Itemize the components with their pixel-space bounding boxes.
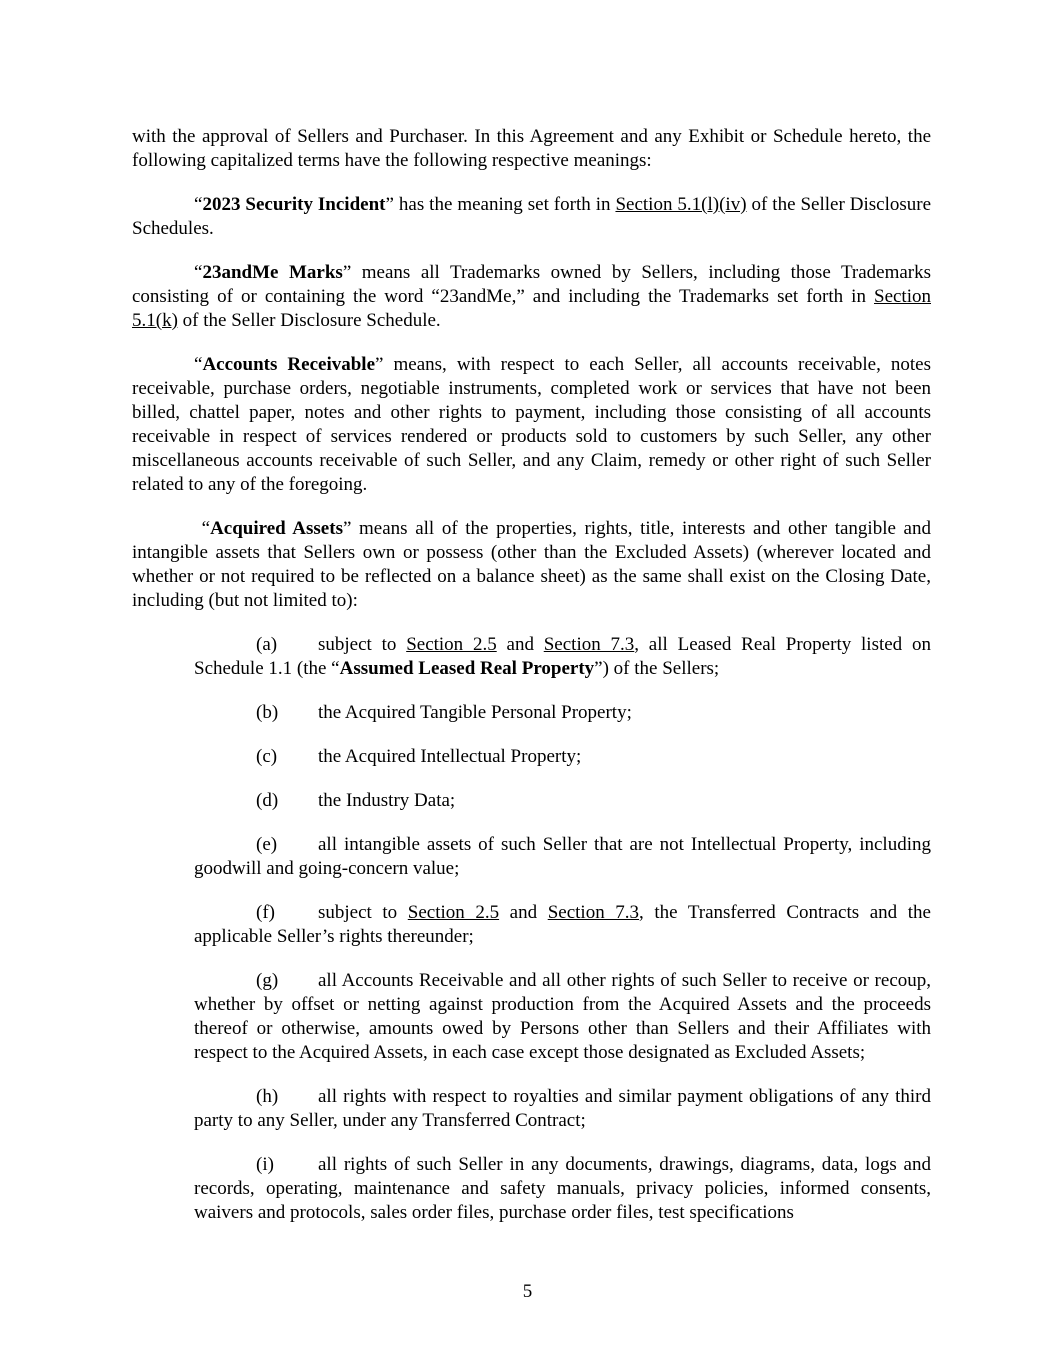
definition-text: ” means all Trademarks owned by Sellers, including those Trademarks consisting of or containing the word “23andMe,” and including the Trademarks set forth in xyxy=(132,262,932,307)
document-body xyxy=(132,125,931,1245)
item-label: (c) xyxy=(256,746,278,767)
list-item-d xyxy=(194,789,931,813)
item-text: , all Leased Real Property listed on Schedule 1.1 (the “ xyxy=(194,634,931,679)
item-label: (f) xyxy=(256,902,275,923)
item-text: all intangible assets of such Seller that are not Intellectual Property, including goodwill and going-concern value; xyxy=(194,834,931,879)
defined-term: 2023 Security Incident xyxy=(202,194,386,215)
item-text: all rights with respect to royalties and similar payment obligations of any third party to any Seller, under any Transferred Contract; xyxy=(194,1086,931,1131)
intro-paragraph xyxy=(132,125,931,173)
item-label: (h) xyxy=(256,1086,279,1107)
list-item-e xyxy=(194,833,931,881)
section-reference-link[interactable]: Section 7.3 xyxy=(543,634,635,655)
defined-term: Accounts Receivable xyxy=(202,354,376,375)
list-item-i xyxy=(194,1153,931,1225)
item-text: , the Transferred Contracts and the applicable Seller’s rights thereunder; xyxy=(194,902,931,947)
list-item-c xyxy=(194,745,931,769)
item-text: and xyxy=(496,634,544,655)
item-text: the Acquired Tangible Personal Property; xyxy=(318,702,632,723)
item-text: ”) of the Sellers; xyxy=(594,658,720,679)
definition-2023-security-incident: “2023 Security Incident” has the meaning set forth in Section 5.1(l)(iv) of the Seller Disclosure Schedules. xyxy=(132,194,932,239)
list-item-a xyxy=(194,633,931,681)
item-text: the Industry Data; xyxy=(318,790,456,811)
item-text: all rights of such Seller in any documents, drawings, diagrams, data, logs and records, operating, maintenance and safety manuals, privacy policies, informed consents, waivers and protocols, sales order files, purchase order files, test specifications xyxy=(194,1154,931,1223)
item-text: all Accounts Receivable and all other rights of such Seller to receive or recoup, whether by offset or netting against production from the Acquired Assets and the proceeds thereof or otherwise, amounts owed by Persons other than Sellers and their Affiliates with respect to the Acquired Assets, in each case except those designated as Excluded Assets; xyxy=(194,970,931,1063)
intro-text: with the approval of Sellers and Purchaser. In this Agreement and any Exhibit or Schedule hereto, the following capitalized terms have the following respective meanings: xyxy=(132,126,931,171)
item-text: the Acquired Intellectual Property; xyxy=(318,746,582,767)
item-label: (i) xyxy=(256,1154,274,1175)
item-text: and xyxy=(499,902,548,923)
list-item-f xyxy=(194,901,931,949)
section-reference-link[interactable]: Section 5.1(l)(iv) xyxy=(615,194,747,215)
definition-text: ” means, with respect to each Seller, all accounts receivable, notes receivable, purchase orders, negotiable instruments, completed work or services that have not been billed, chattel paper, notes and other rights to payment, including those consisting of all accounts receivable in respect of services rendered or products sold to customers by such Seller, any other miscellaneous accounts receivable of such Seller, and any Claim, remedy or other right of such Seller related to any of the foregoing. xyxy=(132,354,931,495)
definition-23andme-marks: “23andMe Marks” means all Trademarks owned by Sellers, including those Trademarks consisting of or containing the word “23andMe,” and including the Trademarks set forth in Section 5.1(k) of the Seller Disclosure Schedule. xyxy=(132,262,932,331)
definition-text: of the Seller Disclosure Schedule. xyxy=(177,310,441,331)
definition-text: of the Seller Disclosure Schedules. xyxy=(132,194,932,239)
definition-text: ” means all of the properties, rights, title, interests and other tangible and intangible assets that Sellers own or possess (other than the Excluded Assets) (wherever located and whether or not required to be reflected on a balance sheet) as the same shall exist on the Closing Date, including (but not limited to): xyxy=(132,518,931,611)
defined-term: 23andMe Marks xyxy=(202,262,343,283)
list-item-h xyxy=(194,1085,931,1133)
section-reference-link[interactable]: Section 5.1(k) xyxy=(132,286,931,331)
section-reference-link[interactable]: Section 2.5 xyxy=(406,634,497,655)
list-item-g xyxy=(194,969,931,1065)
item-label: (a) xyxy=(256,634,278,655)
item-label: (g) xyxy=(256,970,279,991)
definition-acquired-assets: “Acquired Assets” means all of the properties, rights, title, interests and other tangible and intangible assets that Sellers own or possess (other than the Excluded Assets) (wherever located and whether or not required to be reflected on a balance sheet) as the same shall exist on the Closing Date, including (but not limited to): xyxy=(132,518,931,611)
defined-term: Assumed Leased Real Property xyxy=(339,658,595,679)
definition-accounts-receivable: “Accounts Receivable” means, with respect to each Seller, all accounts receivable, notes receivable, purchase orders, negotiable instruments, completed work or services that have not been billed, chattel paper, notes and other rights to payment, including those consisting of all accounts receivable in respect of services rendered or products sold to customers by such Seller, any other miscellaneous accounts receivable of such Seller, and any Claim, remedy or other right of such Seller related to any of the foregoing. xyxy=(132,354,931,495)
section-reference-link[interactable]: Section 7.3 xyxy=(547,902,640,923)
item-label: (e) xyxy=(256,834,278,855)
item-text: subject to xyxy=(318,902,408,923)
list-item-b xyxy=(194,701,931,725)
definition-text: ” has the meaning set forth in xyxy=(385,194,616,215)
defined-term: Acquired Assets xyxy=(210,518,343,539)
item-label: (b) xyxy=(256,702,279,723)
item-label: (d) xyxy=(256,790,279,811)
section-reference-link[interactable]: Section 2.5 xyxy=(407,902,500,923)
item-text: subject to xyxy=(318,634,407,655)
page-number: 5 xyxy=(522,1281,533,1302)
